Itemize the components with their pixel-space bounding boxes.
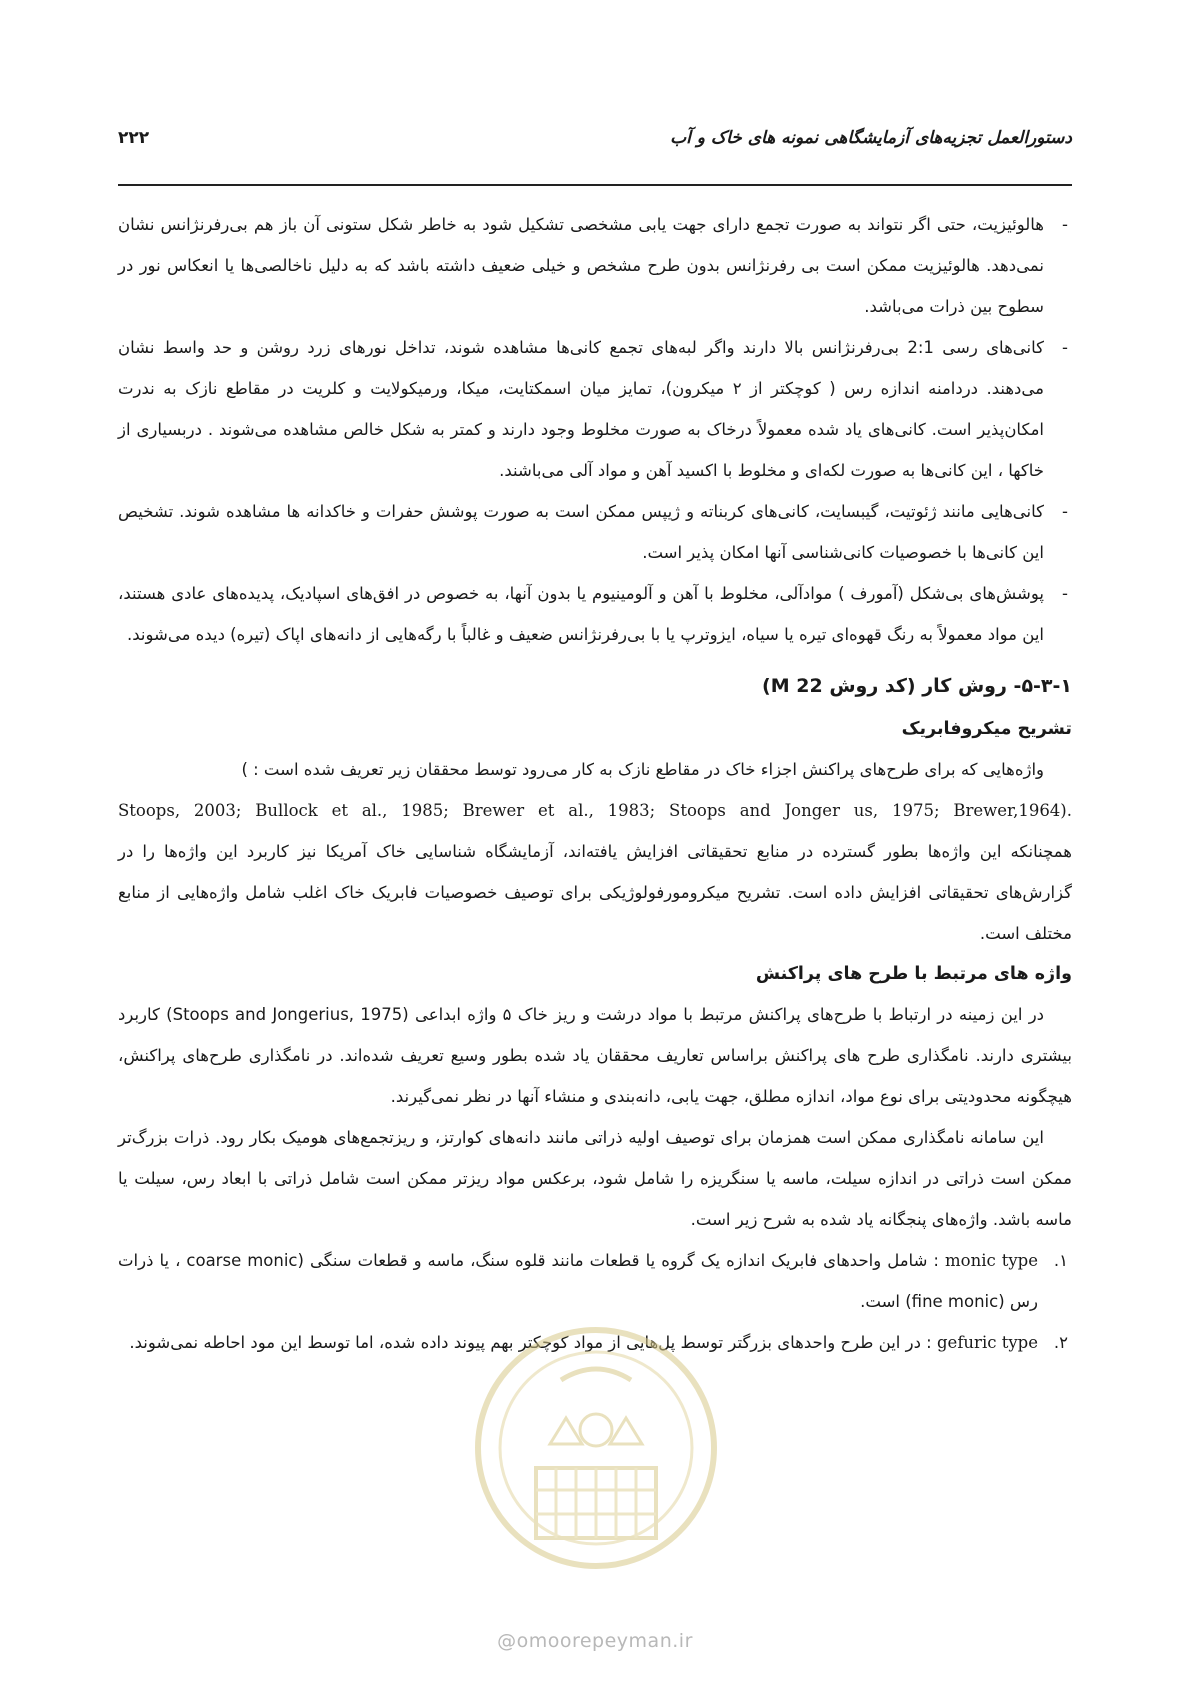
- term: gefuric type: [937, 1333, 1038, 1352]
- term: monic type: [945, 1251, 1039, 1270]
- watermark-url: @omoorepeyman.ir: [497, 1630, 693, 1652]
- page-header: [118, 128, 1072, 162]
- section-close: ): [762, 675, 771, 697]
- paragraph: واژه‌هایی که برای طرح‌های پراکنش اجزاء خاک در مقاطع نازک به کار می‌رود توسط محققان زیر تعریف شده است : ): [241, 760, 1044, 779]
- term-definition: : در این طرح واحدهای بزرگتر توسط پل‌هایی از مواد کوچکتر بهم پیوند داده شده، اما توسط این مود احاطه نمی‌شوند.: [129, 1333, 932, 1352]
- section-heading: [118, 663, 1072, 709]
- page-number: ۲۲۲: [118, 128, 150, 148]
- list-number: ۲.: [1053, 1333, 1068, 1352]
- section-title: روش کار (کد روش: [829, 675, 1007, 697]
- reference-list: Stoops, 2003; Bullock et al., 1985; Brewer et al., 1983; Stoops and Jonger us, 1975; Brewer,1964).: [118, 801, 1072, 820]
- list-item: - کانی‌های رسی 2:1 بی‌رفرنژانس بالا دارند واگر لبه‌های تجمع کانی‌ها مشاهده شوند، تداخل نورهای زرد روشن و حد واسط نشان می‌دهند. دردامنه اندازه رس ( کوچکتر از ۲ میکرون)، تمایز میان اسمکتایت، میکا، ورمیکولایت و کلریت در مقاطع نازک به ندرت امکان‌پذیر است. کانی‌های یاد شده معمولاً درخاک به صورت مخلوط وجود دارند و کمتر به شکل خالص مشاهده می‌شوند . دربسیاری از خاکها ، این کانی‌ها به صورت لکه‌ای و مخلوط با اکسید آهن و مواد آلی می‌باشند.: [118, 327, 1072, 491]
- header-rule: [118, 184, 1072, 186]
- page-body: [118, 204, 1072, 1363]
- list-item: - پوشش‌های بی‌شکل (آمورف ) موادآلی، مخلوط با آهن و آلومینیوم یا بدون آنها، به خصوص در افق‌های اسپادیک، پدیده‌های عادی هستند، این مواد معمولاً به رنگ قهوه‌ای تیره یا سیاه، ایزوترپ یا با بی‌رفرنژانس ضعیف و غالباً با رگه‌هایی از دانه‌های اپاک (تیره) دیده می‌شوند.: [118, 573, 1072, 655]
- list-item: - کانی‌هایی مانند ژئوتیت، گیبسایت، کانی‌های کربناته و ژیپس ممکن است به صورت پوشش حفرات و خاکدانه ها مشاهده شوند. تشخیص این کانی‌ها با خصوصیات کانی‌شناسی آنها امکان پذیر است.: [118, 491, 1072, 573]
- bullet-list: [118, 204, 1072, 655]
- subsection-heading-microfabric: تشریح میکروفابریک: [901, 719, 1072, 739]
- paragraph: همچنانکه این واژه‌ها بطور گسترده در منابع تحقیقاتی افزایش یافته‌اند، آزمایشگاه شناسایی خاک آمریکا نیز کاربرد این واژه‌ها را در گزارش‌های تحقیقاتی افزایش داده است. تشریح میکرومورفولوژیکی برای توصیف خصوصیات فابریک خاک اغلب شامل واژه‌هایی از منابع مختلف است.: [118, 842, 1072, 943]
- list-item: [118, 1240, 1072, 1322]
- paragraph: این سامانه نامگذاری ممکن است همزمان برای توصیف اولیه ذراتی مانند دانه‌های کوارتز، و ریزتجمع‌های هومیک بکار رود. ذرات بزرگ‌تر ممکن است ذراتی در اندازه سیلت، ماسه یا سنگریزه را شامل شود، برعکس مواد ریزتر ممکن است شامل ذراتی با ابعاد رس، سیلت یا ماسه باشد. واژه‌های پنجگانه یاد شده به شرح زیر است.: [118, 1128, 1072, 1229]
- method-code: M 22: [770, 675, 823, 697]
- watermark-seal-icon: [466, 1318, 726, 1618]
- term-definition: : شامل واحدهای فابریک اندازه یک گروه یا قطعات مانند قلوه سنگ، ماسه و قطعات سنگی (coarse monic ، یا ذرات رس (fine monic) است.: [118, 1251, 1038, 1311]
- list-number: ۱.: [1053, 1251, 1068, 1270]
- running-title: دستورالعمل تجزیه‌های آزمایشگاهی نمونه های خاک و آب: [670, 128, 1072, 148]
- subsection-heading-distribution: واژه های مرتبط با طرح های پراکنش: [755, 964, 1072, 984]
- paragraph: در این زمینه در ارتباط با طرح‌های پراکنش مرتبط با مواد درشت و ریز خاک ۵ واژه ابداعی (Stoops and Jongerius, 1975) کاربرد بیشتری دارند. نامگذاری طرح های پراکنش براساس تعاریف محققان یاد شده بطور وسیع تعریف شده‌اند. در نامگذاری طرح‌های پراکنش، هیچگونه محدودیتی برای نوع مواد، اندازه مطلق، جهت یابی، دانه‌بندی و منشاء آنها در نظر نمی‌گیرند.: [118, 1005, 1072, 1106]
- section-number: ۵-۳-۱-: [1013, 675, 1072, 697]
- list-item: - هالوئیزیت، حتی اگر نتواند به صورت تجمع دارای جهت یابی مشخصی تشکیل شود به خاطر شکل ستونی آن باز هم بی‌رفرنژانس نشان نمی‌دهد. هالوئیزیت ممکن است بی رفرنژانس بدون طرح مشخص و خیلی ضعیف داشته باشد که به دلیل ناخالصی‌ها یا انعکاس نور در سطوح بین ذرات می‌باشد.: [118, 204, 1072, 327]
